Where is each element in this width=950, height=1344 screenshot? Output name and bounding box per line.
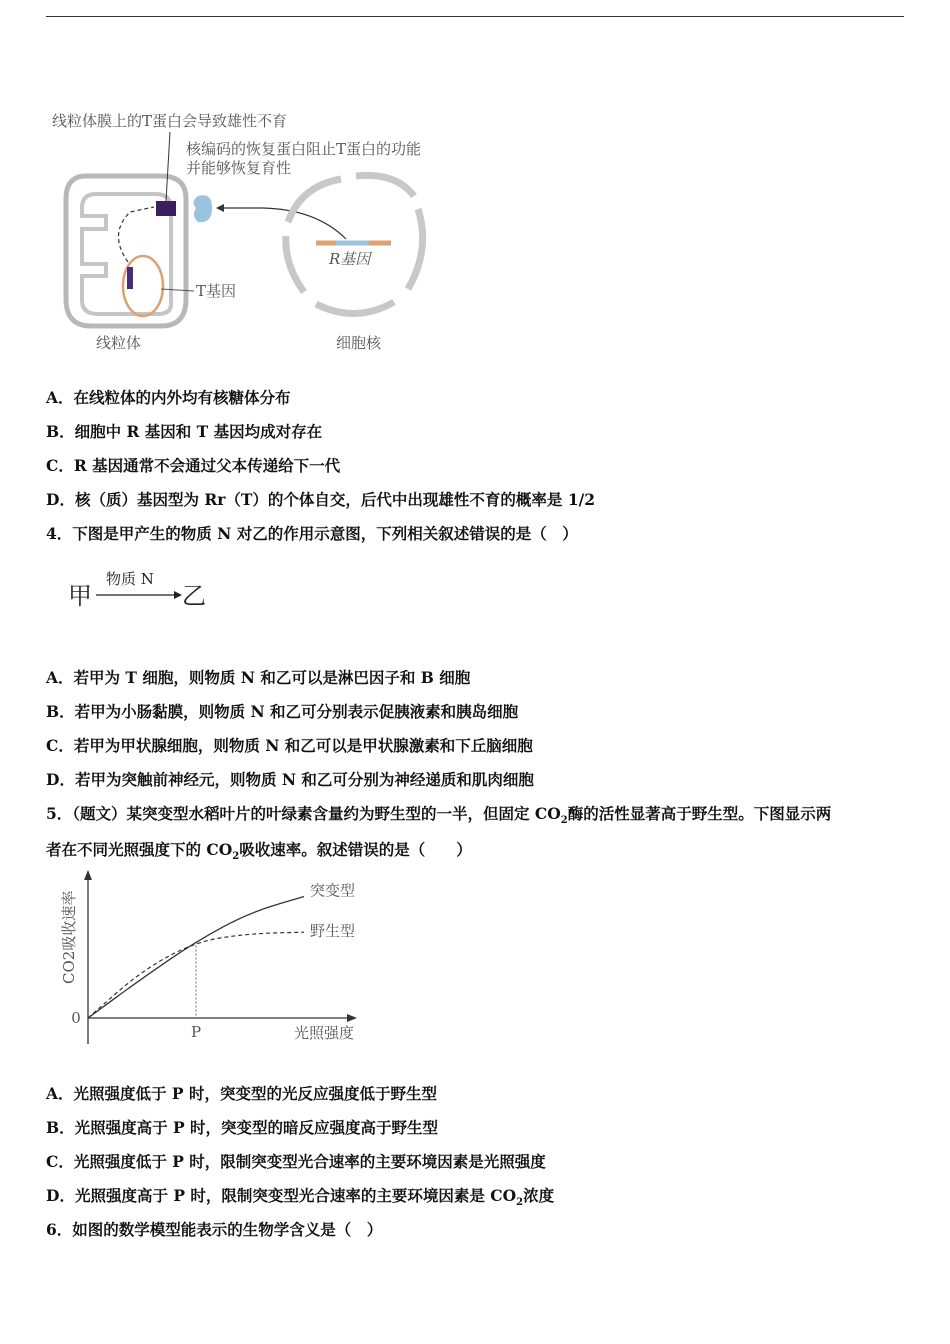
series-mutant-line bbox=[88, 897, 304, 1018]
q6-stem: 6．如图的数学模型能表示的生物学含义是（ ） bbox=[46, 1220, 383, 1239]
q3-option-a[interactable]: A．在线粒体的内外均有核糖体分布 bbox=[46, 388, 291, 407]
q5-stem-l1a: 5．（题文）某突变型水稻叶片的叶绿素含量约为野生型的一半，但固定 CO bbox=[46, 804, 561, 823]
restorer-protein-icon bbox=[193, 195, 212, 222]
q5-stem-l1b: 酶的活性显著高于野生型。下图显示两 bbox=[567, 804, 832, 823]
q4-arrow-label: 物质 N bbox=[106, 570, 154, 588]
q3-option-b[interactable]: B．细胞中 R 基因和 T 基因均成对存在 bbox=[46, 422, 323, 441]
curved-arrow bbox=[118, 207, 154, 262]
q4-to: 乙 bbox=[182, 582, 206, 610]
q3-option-d[interactable]: D．核（质）基因型为 Rr（T）的个体自交，后代中出现雄性不育的概率是 1/2 bbox=[46, 490, 596, 509]
q4-option-a[interactable]: A．若甲为 T 细胞，则物质 N 和乙可以是淋巴因子和 B 细胞 bbox=[46, 668, 471, 687]
q4-diagram bbox=[66, 566, 226, 616]
caption-top: 线粒体膜上的T蛋白会导致雄性不育 bbox=[52, 112, 288, 130]
caption-right-1: 核编码的恢复蛋白阻止T蛋白的功能 bbox=[186, 140, 422, 158]
nucleus-label: 细胞核 bbox=[336, 334, 382, 352]
q5-sub-2c: 2 bbox=[516, 1197, 524, 1209]
series-wildtype-label: 野生型 bbox=[310, 922, 356, 941]
x-tick-p: P bbox=[190, 1023, 202, 1041]
q5-option-d-a: D．光照强度高于 P 时，限制突变型光合速率的主要环境因素是 CO bbox=[46, 1186, 517, 1205]
x-axis-arrow bbox=[347, 1014, 357, 1022]
t-gene-label: T基因 bbox=[196, 282, 237, 300]
top-rule bbox=[46, 16, 904, 17]
q5-stem-line1 bbox=[46, 802, 831, 826]
t-protein-block bbox=[156, 201, 176, 216]
q5-sub-2b: 2 bbox=[232, 851, 240, 863]
q5-stem-line2 bbox=[46, 838, 472, 862]
q4-option-d[interactable]: D．若甲为突触前神经元，则物质 N 和乙可分别为神经递质和肌肉细胞 bbox=[46, 770, 534, 789]
q4-arrowhead bbox=[174, 591, 182, 599]
q5-sub-2a: 2 bbox=[560, 815, 568, 827]
q4-stem: 4．下图是甲产生的物质 N 对乙的作用示意图，下列相关叙述错误的是（ ） bbox=[46, 524, 578, 543]
q5-option-d-b: 浓度 bbox=[523, 1186, 555, 1205]
q4-option-b[interactable]: B．若甲为小肠黏膜，则物质 N 和乙可分别表示促胰液素和胰岛细胞 bbox=[46, 702, 519, 721]
arrow-from-r-gene bbox=[262, 208, 346, 239]
t-gene-segment bbox=[127, 267, 133, 289]
q5-option-d[interactable] bbox=[46, 1184, 554, 1208]
caption-right-2: 并能够恢复育性 bbox=[186, 159, 292, 177]
co2-absorption-chart bbox=[46, 866, 376, 1051]
q3-option-c[interactable]: C．R 基因通常不会通过父本传递给下一代 bbox=[46, 456, 341, 475]
t-gene-pointer bbox=[161, 289, 194, 291]
q4-from: 甲 bbox=[68, 582, 92, 610]
x-axis-label: 光照强度 bbox=[294, 1024, 355, 1042]
y-axis-label: CO2吸收速率 bbox=[60, 890, 78, 984]
y-axis-arrow bbox=[84, 870, 92, 880]
mitochondria-nucleus-diagram bbox=[46, 104, 486, 359]
q5-stem-l2a: 者在不同光照强度下的 CO bbox=[46, 840, 233, 859]
q4-option-c[interactable]: C．若甲为甲状腺细胞，则物质 N 和乙可以是甲状腺激素和下丘脑细胞 bbox=[46, 736, 533, 755]
arrowhead bbox=[216, 204, 224, 212]
q5-stem-l2b: 吸收速率。叙述错误的是（ ） bbox=[239, 840, 472, 859]
q5-option-b[interactable]: B．光照强度高于 P 时，突变型的暗反应强度高于野生型 bbox=[46, 1118, 439, 1137]
origin-label: 0 bbox=[71, 1009, 81, 1027]
t-protein-pointer bbox=[166, 132, 170, 201]
series-mutant-label: 突变型 bbox=[310, 881, 356, 900]
q5-option-a[interactable]: A．光照强度低于 P 时，突变型的光反应强度低于野生型 bbox=[46, 1084, 437, 1103]
mitochondrion-label: 线粒体 bbox=[96, 334, 142, 352]
r-gene-label: R基因 bbox=[329, 250, 371, 268]
q5-option-c[interactable]: C．光照强度低于 P 时，限制突变型光合速率的主要环境因素是光照强度 bbox=[46, 1152, 546, 1171]
